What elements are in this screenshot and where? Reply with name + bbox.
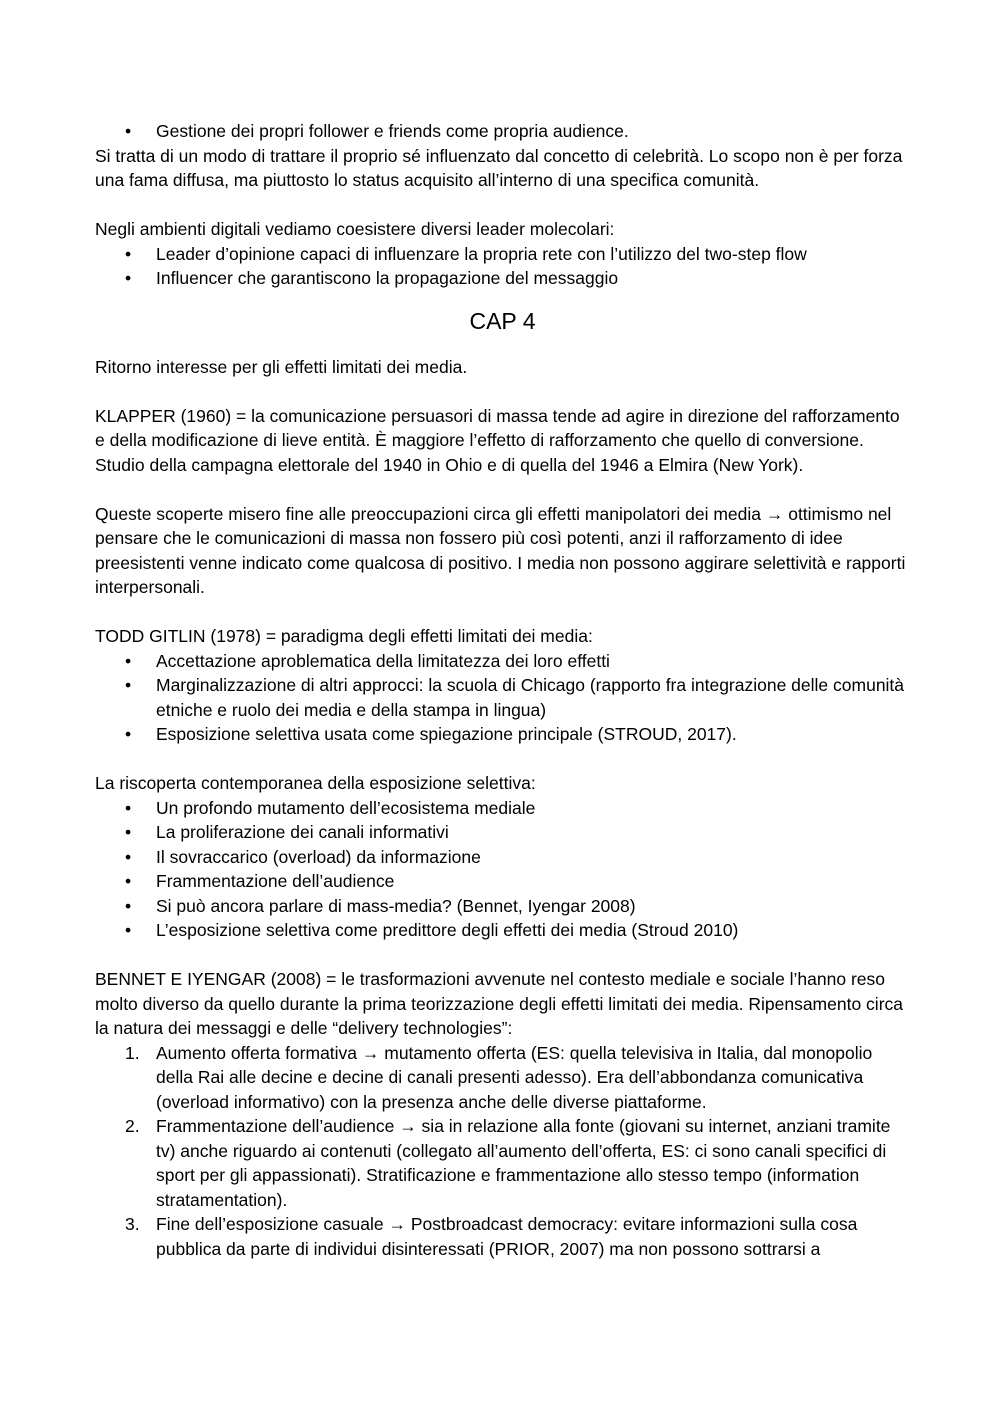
item-text: Aumento offerta formativa → mutamento offerta (ES: quella televisiva in Italia, dal monopolio della Rai alle decine e decine di canali presenti adesso). Era dell’abbondanza comunicativa (overload informativo) con la presenza anche delle diverse piattaforme. <box>156 1042 873 1112</box>
bennet-numbered-list <box>95 1041 910 1262</box>
celebrity-paragraph: Si tratta di un modo di trattare il proprio sé influenzato dal concetto di celebrità. Lo scopo non è per forza una fama diffusa, ma piuttosto lo status acquisito all’interno di una specifica comunità. <box>95 145 903 190</box>
item-number: 1. <box>125 1042 140 1063</box>
numbered-item <box>95 1041 910 1115</box>
riscoperta-bullet-list <box>95 796 910 943</box>
ritorno-paragraph: Ritorno interesse per gli effetti limitati dei media. <box>95 356 468 377</box>
list-item: • Marginalizzazione di altri approcci: la scuola di Chicago (rapporto fra integrazione delle comunità etniche e ruolo dei media e della stampa in lingua) <box>95 673 910 722</box>
list-item: • Influencer che garantiscono la propagazione del messaggio <box>95 266 910 291</box>
list-item: • Leader d’opinione capaci di influenzare la propria rete con l’utilizzo del two-step flow <box>95 242 910 267</box>
list-item: • Frammentazione dell’audience <box>95 869 910 894</box>
list-item: • Gestione dei propri follower e friends come propria audience. <box>95 119 910 144</box>
klapper-paragraph: KLAPPER (1960) = la comunicazione persuasori di massa tende ad agire in direzione del rafforzamento e della modificazione di lieve entità. È maggiore l’effetto di rafforzamento che quello di conversione. Studio della campagna elettorale del 1940 in Ohio e di quella del 1946 a Elmira (New York). <box>95 405 900 475</box>
list-item: • Accettazione aproblematica della limitatezza dei loro effetti <box>95 649 910 674</box>
gitlin-intro: TODD GITLIN (1978) = paradigma degli effetti limitati dei media: <box>95 626 593 646</box>
intro-bullet-list <box>95 119 910 144</box>
list-item: • Il sovraccarico (overload) da informazione <box>95 845 910 870</box>
bennet-intro: BENNET E IYENGAR (2008) = le trasformazioni avvenute nel contesto mediale e sociale l’hanno reso molto diverso da quello durante la prima teorizzazione degli effetti limitati dei media. Ripensamento circa la natura dei messaggi e delle “delivery technologies”: <box>95 969 904 1038</box>
riscoperta-intro: La riscoperta contemporanea della esposizione selettiva: <box>95 773 536 793</box>
numbered-item <box>95 1212 910 1261</box>
item-number: 3. <box>125 1214 140 1234</box>
list-item: • Esposizione selettiva usata come spiegazione principale (STROUD, 2017). <box>95 722 910 747</box>
list-item: • Un profondo mutamento dell’ecosistema mediale <box>95 796 910 821</box>
chapter-heading: CAP 4 <box>469 307 536 334</box>
leaders-bullet-list <box>95 242 910 291</box>
list-item: • L’esposizione selettiva come predittore degli effetti dei media (Stroud 2010) <box>95 918 910 943</box>
list-item: • Si può ancora parlare di mass-media? (Bennet, Iyengar 2008) <box>95 894 910 919</box>
leaders-intro: Negli ambienti digitali vediamo coesistere diversi leader molecolari: <box>95 219 615 239</box>
numbered-item <box>95 1114 910 1212</box>
scoperte-paragraph: Queste scoperte misero fine alle preoccupazioni circa gli effetti manipolatori dei media → ottimismo nel pensare che le comunicazioni di massa non fossero più così potenti, anzi il rafforzamento di idee preesistenti venne indicato come qualcosa di positivo. I media non possono aggirare selettività e rapporti interpersonali. <box>95 503 906 597</box>
list-item: • La proliferazione dei canali informativi <box>95 820 910 845</box>
item-text: Fine dell’esposizione casuale → Postbroadcast democracy: evitare informazioni sulla cosa pubblica da parte di individui disinteressati (PRIOR, 2007) ma non possono sottrarsi a <box>156 1214 858 1259</box>
document-page <box>95 119 910 1261</box>
item-number: 2. <box>125 1116 140 1136</box>
gitlin-bullet-list <box>95 649 910 747</box>
item-text: Frammentazione dell’audience → sia in relazione alla fonte (giovani su internet, anziani tramite tv) anche riguardo ai contenuti (collegato all’aumento dell’offerta, ES: ci sono canali specifici di sport per gli appassionati). Stratificazione e frammentazione allo stesso tempo (information stratamentation). <box>156 1116 891 1210</box>
